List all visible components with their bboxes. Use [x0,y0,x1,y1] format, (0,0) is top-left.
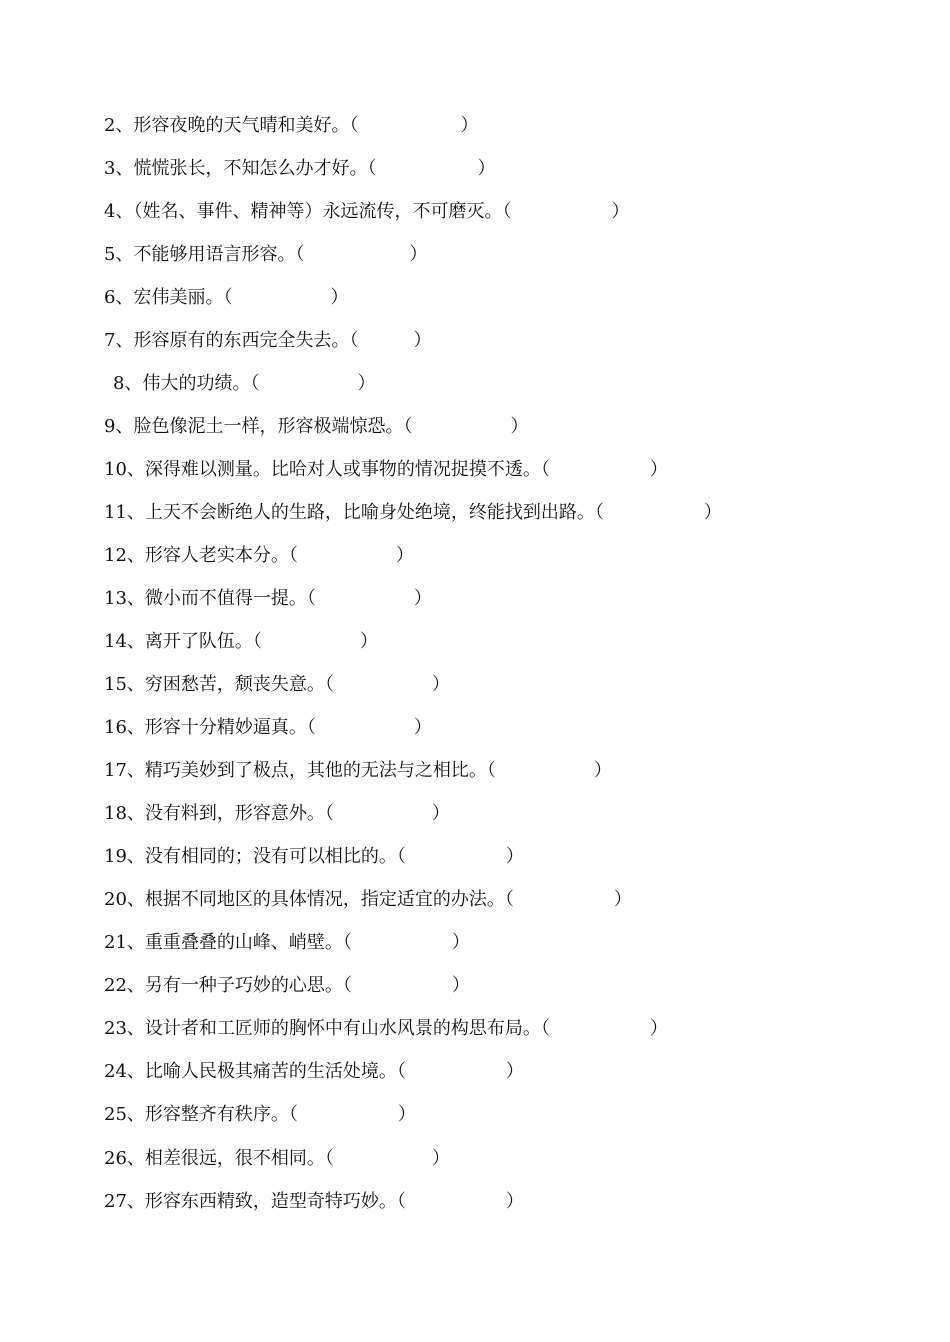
answer-close-paren: ） [593,760,612,781]
question-number: 19 [104,846,127,867]
question-number: 12 [104,545,127,566]
answer-close-paren: ） [460,115,479,136]
question-text: 设计者和工匠师的胸怀中有山水风景的构思布局。 [144,1018,541,1039]
question-separator: 、 [126,631,145,652]
question-18 [104,799,450,829]
question-separator: 、 [126,1018,145,1039]
answer-open-paren: （ [324,674,334,695]
answer-close-paren: ） [611,201,630,222]
question-separator: 、 [126,502,145,523]
question-text: 形容夜晚的天气晴和美好。 [133,115,350,136]
question-number: 15 [104,674,127,695]
answer-open-paren: （ [367,158,377,179]
answer-close-paren: ） [703,502,722,523]
question-10 [104,455,668,485]
question-text: 重重叠叠的山峰、峭壁。 [144,932,343,953]
question-number: 14 [104,631,127,652]
question-number: 27 [104,1191,127,1212]
answer-close-paren: ） [451,975,470,996]
question-separator: 、 [126,803,145,824]
question-text: 根据不同地区的具体情况，指定适宜的办法。 [144,889,505,910]
question-number: 26 [104,1148,127,1169]
question-separator: 、 [126,846,145,867]
question-text: 不能够用语言形容。 [133,244,296,265]
question-number: 16 [104,717,127,738]
question-separator: 、 [126,674,145,695]
question-23 [104,1014,668,1044]
question-27 [104,1187,524,1217]
answer-open-paren: （ [324,803,334,824]
answer-open-paren: （ [540,1018,550,1039]
answer-close-paren: ） [431,803,450,824]
question-26 [104,1144,450,1174]
question-separator: 、 [126,975,145,996]
question-text: 深得难以测量。比哈对人或事物的情况捉摸不透。 [144,459,541,480]
answer-open-paren: （ [504,889,514,910]
answer-open-paren: （ [342,975,352,996]
question-8 [113,369,375,399]
answer-close-paren: ） [413,588,432,609]
question-number: 11 [104,502,127,523]
question-number: 20 [104,889,127,910]
answer-open-paren: （ [396,846,406,867]
question-5 [104,240,427,270]
answer-close-paren: ） [613,889,632,910]
question-number: 13 [104,588,127,609]
answer-close-paren: ） [649,459,668,480]
question-12 [104,541,414,571]
answer-open-paren: （ [288,1104,298,1125]
question-15 [104,670,450,700]
question-separator: 、 [124,373,143,394]
answer-close-paren: ） [510,416,529,437]
question-4 [104,197,629,227]
question-separator: 、 [126,932,145,953]
question-number: 24 [104,1061,127,1082]
answer-close-paren: ） [413,717,432,738]
question-separator: 、 [115,244,134,265]
question-separator: 、 [126,459,145,480]
question-separator: 、 [126,717,145,738]
answer-close-paren: ） [451,932,470,953]
question-separator: 、 [126,588,145,609]
answer-close-paren: ） [397,1104,416,1125]
question-number: 6 [104,287,116,308]
question-text: 穷困愁苦，颓丧失意。 [144,674,325,695]
question-text: 伟大的功绩。 [142,373,251,394]
question-text: 没有料到，形容意外。 [144,803,325,824]
question-text: 另有一种子巧妙的心思。 [144,975,343,996]
answer-close-paren: ） [431,1148,450,1169]
question-13 [104,584,432,614]
question-text: 相差很远，很不相同。 [144,1148,325,1169]
question-separator: 、 [126,1104,145,1125]
answer-close-paren: ） [359,631,378,652]
question-17 [104,756,612,786]
question-16 [104,713,432,743]
answer-open-paren: （ [349,330,359,351]
question-separator: 、 [115,330,134,351]
question-22 [104,971,470,1001]
answer-open-paren: （ [306,717,316,738]
answer-close-paren: ） [505,1061,524,1082]
question-text: 宏伟美丽。 [133,287,224,308]
question-separator: 、 [115,115,134,136]
answer-close-paren: ） [431,674,450,695]
question-number: 4 [104,201,116,222]
question-number: 23 [104,1018,127,1039]
question-2 [104,111,478,141]
question-text: （姓名、事件、精神等）永远流传，不可磨灭。 [133,201,503,222]
question-number: 25 [104,1104,127,1125]
answer-open-paren: （ [396,1061,406,1082]
question-number: 18 [104,803,127,824]
answer-close-paren: ） [505,846,524,867]
question-separator: 、 [126,1148,145,1169]
question-20 [104,885,632,915]
question-21 [104,928,470,958]
question-separator: 、 [115,287,134,308]
question-11 [104,498,722,528]
answer-open-paren: （ [223,287,233,308]
question-number: 9 [104,416,116,437]
question-text: 形容十分精妙逼真。 [144,717,307,738]
question-number: 2 [104,115,116,136]
answer-close-paren: ） [330,287,349,308]
question-number: 8 [113,373,125,394]
question-number: 21 [104,932,127,953]
question-9 [104,412,528,442]
question-text: 脸色像泥土一样，形容极端惊恐。 [133,416,404,437]
answer-close-paren: ） [409,244,428,265]
question-text: 形容东西精致，造型奇特巧妙。 [144,1191,397,1212]
question-text: 上天不会断绝人的生路，比喻身处绝境，终能找到出路。 [144,502,595,523]
question-separator: 、 [115,201,134,222]
answer-close-paren: ） [477,158,496,179]
question-number: 22 [104,975,127,996]
question-text: 形容原有的东西完全失去。 [133,330,350,351]
answer-open-paren: （ [306,588,316,609]
question-separator: 、 [126,889,145,910]
question-6 [104,283,348,313]
answer-open-paren: （ [252,631,262,652]
answer-open-paren: （ [486,760,496,781]
answer-open-paren: （ [396,1191,406,1212]
question-separator: 、 [126,545,145,566]
question-number: 7 [104,330,116,351]
answer-open-paren: （ [342,932,352,953]
answer-close-paren: ） [413,330,432,351]
answer-open-paren: （ [540,459,550,480]
question-separator: 、 [126,1191,145,1212]
question-number: 3 [104,158,116,179]
answer-open-paren: （ [250,373,260,394]
question-25 [104,1100,416,1130]
question-3 [104,154,495,184]
question-number: 5 [104,244,116,265]
question-text: 慌慌张长，不知怎么办才好。 [133,158,368,179]
question-14 [104,627,378,657]
answer-open-paren: （ [349,115,359,136]
answer-open-paren: （ [594,502,604,523]
question-7 [104,326,431,356]
question-text: 形容人老实本分。 [144,545,289,566]
question-separator: 、 [126,1061,145,1082]
answer-close-paren: ） [505,1191,524,1212]
answer-open-paren: （ [502,201,512,222]
question-24 [104,1057,524,1087]
answer-open-paren: （ [324,1148,334,1169]
question-separator: 、 [126,760,145,781]
question-text: 精巧美妙到了极点，其他的无法与之相比。 [144,760,487,781]
question-separator: 、 [115,416,134,437]
question-19 [104,842,524,872]
answer-close-paren: ） [649,1018,668,1039]
question-number: 17 [104,760,127,781]
answer-close-paren: ） [395,545,414,566]
answer-open-paren: （ [403,416,413,437]
question-text: 形容整齐有秩序。 [144,1104,289,1125]
question-separator: 、 [115,158,134,179]
question-text: 离开了队伍。 [144,631,253,652]
answer-open-paren: （ [295,244,305,265]
question-text: 没有相同的；没有可以相比的。 [144,846,397,867]
question-number: 10 [104,459,127,480]
question-text: 比喻人民极其痛苦的生活处境。 [144,1061,397,1082]
question-text: 微小而不值得一提。 [144,588,307,609]
answer-close-paren: ） [357,373,376,394]
answer-open-paren: （ [288,545,298,566]
